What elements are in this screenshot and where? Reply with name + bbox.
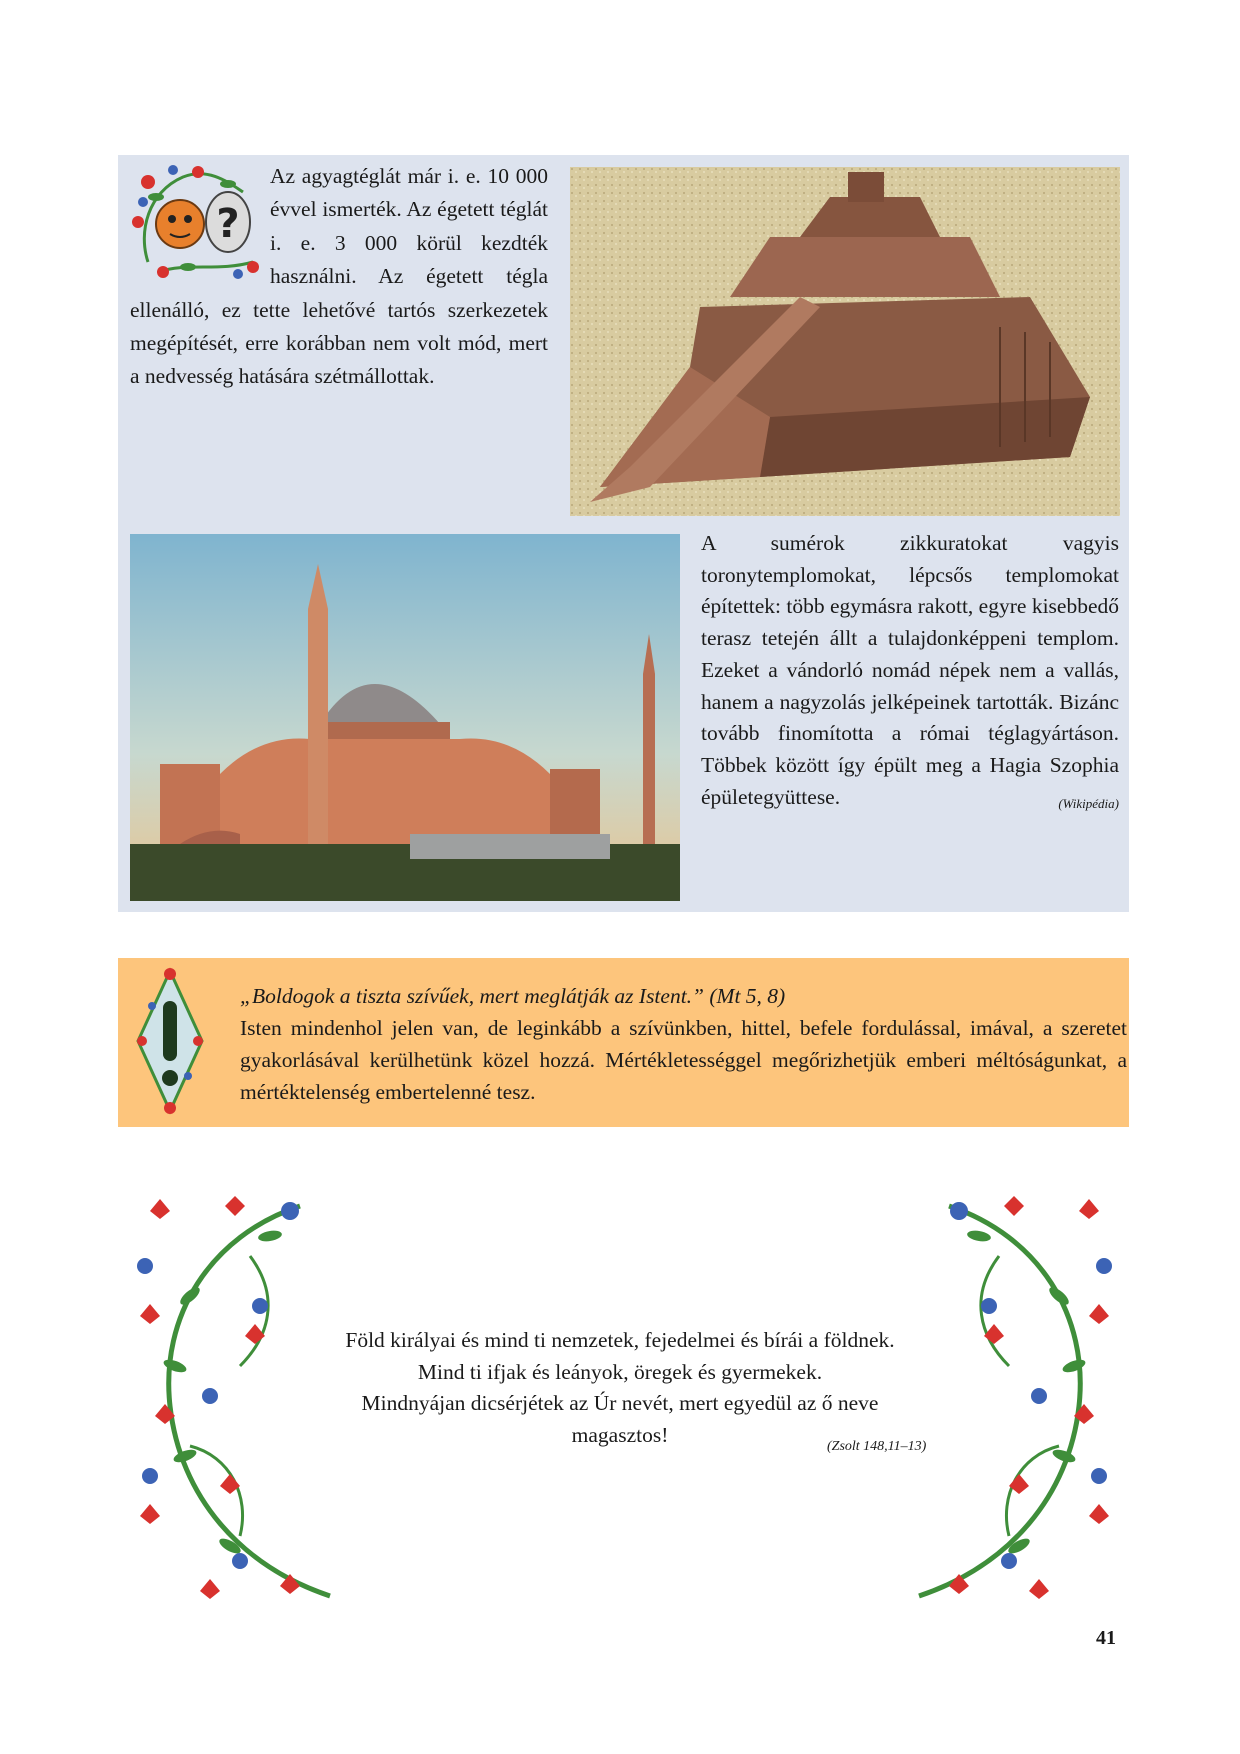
psalm-line: magasztos! [571, 1422, 669, 1447]
bible-quote: „Boldogok a tiszta szívűek, mert meglátják az Istent.” (Mt 5, 8) [240, 984, 786, 1008]
ziggurat-text: A sumérok zikkuratokat vagyis toronytemplomokat, lépcsős templomokat építettek: több egymásra rakott, egyre kisebbedő terasz tetején állt a tulajdonképpeni templom. Ezeket a vándorló nomád népek nem a vallás, hanem a nagyzolás jelképeinek tartották. Bizánc tovább finomította a római téglagyártáson. Többek között így épült meg a Hagia Szophia épületegyüttese. (Wikipédia) [701, 528, 1119, 819]
svg-text:?: ? [216, 201, 240, 247]
psalm-source: (Zsolt 148,11–13) [827, 1439, 927, 1454]
page-number: 41 [1096, 1627, 1116, 1649]
exclamation-icon [132, 966, 208, 1116]
quote-block [240, 980, 1127, 1108]
psalm-line: Mind ti ifjak és leányok, öregek és gyermekek. [417, 1359, 823, 1384]
psalm-block [250, 1325, 990, 1454]
ziggurat-source: (Wikipédia) [1058, 795, 1119, 811]
hagia-sophia-image [130, 534, 680, 901]
psalm-line: Föld királyai és mind ti nemzetek, fejedelmei és bírái a földnek. [345, 1328, 895, 1352]
brick-history-text: Az agyagtéglát már i. e. 10 000 évvel ismerték. Az égetett téglát i. e. 3 000 körül kezdték használni. Az égetett tégla ellenálló, ez tette lehetővé tartós szerkezetek megépítését, erre korábban nem volt mód, mert a nedvesség hatására szétmállottak. [130, 164, 548, 389]
quote-body: Isten mindenhol jelen van, de leginkább a szívünkben, hittel, befele fordulással, imával, a szeretet gyakorlásával kerülhetünk közel hozzá. Mértékletességgel megőrizhetjük emberi méltóságunkat, a mértéktelenség embertelenné tesz. [240, 1016, 1127, 1104]
psalm-line: Mindnyájan dicsérjétek az Úr nevét, mert egyedül az ő neve [361, 1391, 879, 1415]
ziggurat-image [570, 167, 1120, 516]
